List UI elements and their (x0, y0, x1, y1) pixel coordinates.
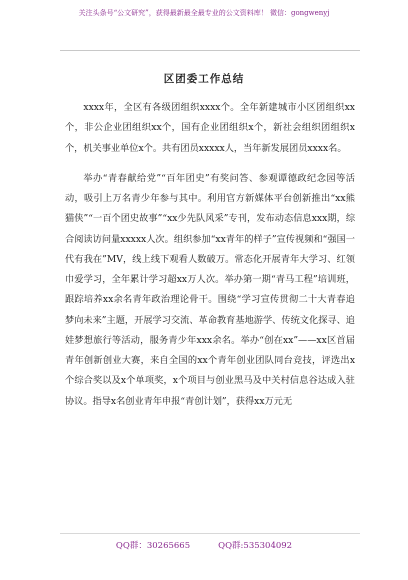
footer-qq-group-2: QQ群:535304092 (218, 541, 293, 551)
header-banner: 关注头条号“公文研究”，获得最新最全最专业的公文资料库！ 微信：gongwenyj (78, 9, 330, 17)
paragraph-1: xxxx年，全区有各级团组织xxxx个。全年新建城市小区团组织xx个，非公企业团组织xx个，国有企业团组织x个，新社会组织团组织x个，机关事业单位x个。共有团员xxxxx人，当年新发展团员xxxx名。 (65, 102, 355, 154)
paragraph-2: 举办“青春献给党”“百年团史”有奖问答、参观谭德政纪念园等活动，吸引上万名青少年参与其中。利用官方新媒体平台创新推出“xx熊猫侠”“一百个团史故事”“xx少先队风采”专刊，发布动态信息xxx期，综合阅读访问量xxxxx人次。组织参加“xx青年的样子”宣传视频和“强国一代有我在”MV，线上线下观看人数破万。常态化开展青年大学习、红领巾爱学习，全年累计学习超xx万人次。举办第一期“青马工程”培训班，跟踪培养xx余名青年政治理论骨干。围绕“学习宣传贯彻二十大青春追梦向未来”主题，开展学习交流、革命教育基地游学、传统文化探寻、追娃梦想旅行等活动，服务青少年xxx余名。举办“创在xx”——xx区首届青年创新创业大赛，来自全国的xx个青年创业团队同台竞技，评选出x个综合奖以及x个单项奖，x个项目与创业黑马及中关村信息谷达成入驻协议。指导x名创业青年申报“青创计划”，获得xx万元无 (65, 172, 355, 407)
document-title: 区团委工作总结 (163, 73, 245, 85)
header-divider (60, 50, 360, 51)
footer (0, 539, 408, 551)
footer-qq-group-1: QQ群：30265665 (115, 541, 191, 551)
document-body (65, 98, 355, 412)
footer-divider (60, 533, 360, 534)
